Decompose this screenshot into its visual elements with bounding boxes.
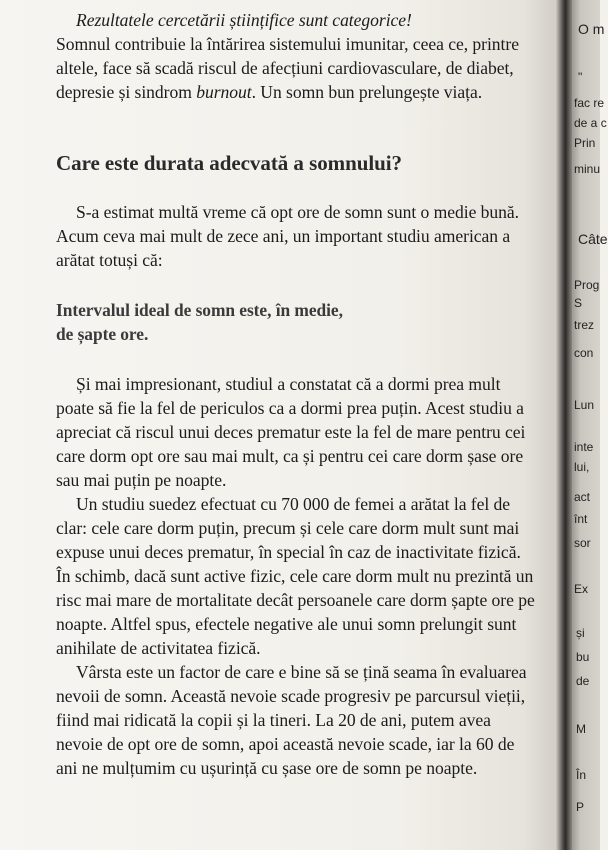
next-page-fragment: Prog bbox=[574, 278, 600, 292]
paragraph-1: S-a estimat multă vreme că opt ore de somn sunt o medie bună. Acum ceva mai mult de zece ani, un important studiu american a arătat totuși că: bbox=[56, 202, 520, 270]
next-page-fragment: În bbox=[576, 768, 587, 782]
next-page-fragment: înt bbox=[574, 512, 588, 526]
next-page-fragment: M bbox=[576, 722, 586, 736]
next-page-fragment: bu bbox=[576, 650, 590, 664]
intro-text-part1: Somnul contribuie la întărirea sistemului imunitar, ceea ce, printre altele, face să scadă riscul de afecțiuni cardiovasculare, de diabet, depresie și sindrom bbox=[56, 34, 519, 102]
next-page-fragment: lui, bbox=[574, 460, 590, 474]
next-page-fragment: S bbox=[574, 296, 583, 310]
next-page-fragment: fac re bbox=[574, 96, 605, 110]
spacer bbox=[56, 346, 538, 372]
page-text bbox=[56, 8, 538, 780]
quote-line-2: de șapte ore. bbox=[56, 324, 149, 344]
next-page-fragment: minu bbox=[574, 162, 601, 176]
next-page-fragment: O m bbox=[578, 21, 605, 37]
next-page-fragment: Câte bbox=[578, 231, 608, 247]
next-page-fragment: trez bbox=[574, 318, 595, 332]
paragraph-2: Și mai impresionant, studiul a constatat că a dormi prea mult poate să fie la fel de periculos ca a dormi prea puțin. Acest studiu a apreciat că riscul unui deces prematur este la fel de mare pentru cei care dorm opt ore sau mai mult, ca și pentru cei care dorm șase ore sau mai puțin pe noapte. bbox=[56, 374, 526, 490]
next-page-fragment: sor bbox=[574, 536, 591, 550]
spacer bbox=[56, 272, 538, 298]
spacer bbox=[56, 104, 538, 150]
next-page-fragment: Prin bbox=[574, 136, 596, 150]
next-page-fragment: " bbox=[578, 70, 583, 84]
next-page-fragment: și bbox=[576, 626, 585, 640]
intro-lead: Rezultatele cercetării științifice sunt categorice! bbox=[76, 10, 412, 30]
next-page-fragment: Ex bbox=[574, 582, 589, 596]
next-page-fragment: con bbox=[574, 346, 594, 360]
next-page-fragment: de bbox=[576, 674, 590, 688]
quote-line-1: Intervalul ideal de somn este, în medie, bbox=[56, 300, 343, 320]
spacer bbox=[56, 176, 538, 200]
book-gutter bbox=[556, 0, 572, 850]
next-page-fragment: Lun bbox=[574, 398, 595, 412]
next-page-fragment: act bbox=[574, 490, 591, 504]
next-page-fragment: de a c bbox=[574, 116, 607, 130]
next-page-fragment: P bbox=[576, 800, 585, 814]
intro-text-part2: . Un somn bun prelungește viața. bbox=[251, 82, 483, 102]
intro-paragraph bbox=[56, 8, 538, 104]
paragraph-3: Un studiu suedez efectuat cu 70 000 de femei a arătat la fel de clar: cele care dorm puțin, precum și cele care dorm mult sunt mai expuse unui deces prematur, în special în caz de inactivitate fizică. În schimb, dacă sunt active fizic, cele care dorm mult nu prezintă un risc mai mare de mortalitate decât persoanele care dorm șapte ore pe noapte. Altfel spus, efectele negative ale unui somn prelungit sunt anihilate de activitatea fizică. bbox=[56, 494, 535, 658]
next-page-edge bbox=[572, 0, 608, 850]
next-page-fragment: inte bbox=[574, 440, 594, 454]
paragraph-4: Vârsta este un factor de care e bine să se țină seama în evaluarea nevoii de somn. Această nevoie scade progresiv pe parcursul vieții, fiind mai ridicată la copii și la tineri. La 20 de ani, putem avea nevoie de opt ore de somn, apoi această nevoie scade, iar la 60 de ani ne mulțumim cu ușurință cu șase ore de somn pe noapte. bbox=[56, 662, 527, 778]
section-heading: Care este durata adecvată a somnului? bbox=[56, 151, 402, 175]
intro-text-emphasis: burnout bbox=[196, 82, 252, 102]
